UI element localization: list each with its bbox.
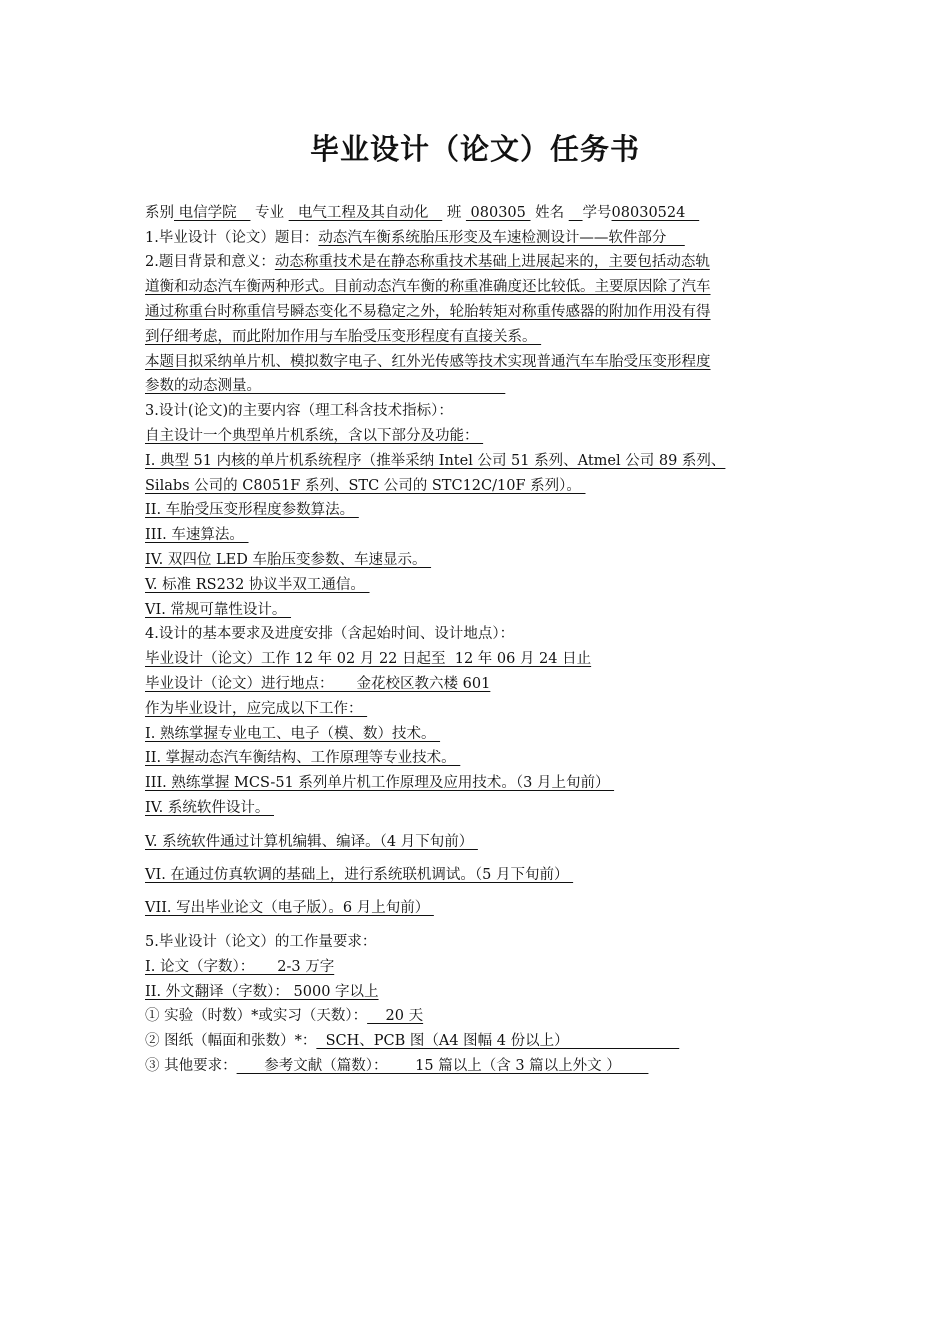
section-5-item-1 bbox=[145, 957, 334, 977]
section-2-line-2 bbox=[145, 277, 711, 297]
background-text-2: 道衡和动态汽车衡两种形式。目前动态汽车衡的称重准确度还比较低。主要原因除了汽车 bbox=[145, 279, 711, 295]
section-4-intro-text: 作为毕业设计，应完成以下工作： bbox=[145, 701, 368, 717]
document-title: 毕业设计（论文）任务书 bbox=[309, 132, 640, 166]
section-3-intro-text: 自主设计一个典型单片机系统，含以下部分及功能： bbox=[145, 428, 484, 444]
section-4-time-text: 毕业设计（论文）工作 12 年 02 月 22 日起至 12 年 06 月 24 日止 bbox=[145, 651, 592, 667]
background-text-6: 参数的动态测量。 bbox=[145, 378, 506, 394]
class-label: 班 bbox=[446, 205, 462, 221]
section-4-item-5 bbox=[145, 832, 478, 852]
section-3-item-1b-text: Silabs 公司的 C8051F 系列、STC 公司的 STC12C/10F 系列）。 bbox=[145, 478, 586, 494]
section-3-item-5 bbox=[145, 575, 370, 595]
section-3-label: 3.设计(论文)的主要内容（理工科含技术指标）： bbox=[145, 403, 453, 419]
section-3-intro bbox=[145, 426, 483, 446]
background-text-3: 通过称重台时称重信号瞬态变化不易稳定之外，轮胎转矩对称重传感器的附加作用没有得 bbox=[145, 304, 711, 320]
experiment-label: ① 实验（时数）*或实习（天数）： bbox=[145, 1008, 368, 1024]
other-requirements-value: 参考文献（篇数）： 15 篇以上（含 3 篇以上外文 ） bbox=[236, 1058, 649, 1074]
section-5-circled-1 bbox=[145, 1006, 423, 1026]
section-4-item-1-text: I. 熟练掌握专业电工、电子（模、数）技术。 bbox=[145, 726, 441, 742]
experiment-value: 20 天 bbox=[367, 1008, 424, 1024]
section-4-label: 4.设计的基本要求及进度安排（含起始时间、设计地点）： bbox=[145, 626, 515, 642]
section-4-time bbox=[145, 649, 591, 669]
section-3-item-2-text: II. 车胎受压变形程度参数算法。 bbox=[145, 502, 359, 518]
section-3-item-1a-text: I. 典型 51 内核的单片机系统程序（推举采纳 Intel 公司 51 系列、Atmel 公司 89 系列、 bbox=[145, 453, 726, 469]
section-5-circled-2 bbox=[145, 1031, 679, 1051]
section-3-item-6 bbox=[145, 600, 291, 620]
dept-label: 系别 bbox=[145, 205, 174, 221]
section-5-item-2 bbox=[145, 982, 379, 1002]
name-label: 姓名 bbox=[535, 205, 565, 221]
section-4-item-4 bbox=[145, 798, 274, 818]
section-4-item-7-text: VII. 写出毕业论文（电子版）。6 月上旬前） bbox=[145, 900, 434, 916]
section-5-circled-3 bbox=[145, 1056, 648, 1076]
section-4-place-text: 毕业设计（论文）进行地点： 金花校区教六楼 601 bbox=[145, 676, 491, 692]
section-4-intro bbox=[145, 699, 367, 719]
section-5-item-1-text: I. 论文（字数）： 2-3 万字 bbox=[145, 959, 335, 975]
section-4-item-3-text: III. 熟练掌握 MCS-51 系列单片机工作原理及应用技术。（3 月上旬前） bbox=[145, 775, 615, 791]
section-3-item-4 bbox=[145, 550, 431, 570]
student-id-label: 学号 bbox=[582, 205, 612, 221]
student-id-value: 08030524 bbox=[611, 205, 700, 221]
header-info-line bbox=[145, 203, 699, 223]
section-3-item-2 bbox=[145, 500, 359, 520]
section-3-item-4-text: IV. 双四位 LED 车胎压变参数、车速显示。 bbox=[145, 552, 432, 568]
section-4-item-7 bbox=[145, 898, 434, 918]
class-value: 080305 bbox=[465, 205, 531, 221]
dept-value: 电信学院 bbox=[174, 205, 251, 221]
name-value bbox=[569, 205, 583, 221]
section-1-topic bbox=[145, 228, 685, 248]
section-4-item-5-text: V. 系统软件通过计算机编辑、编译。（4 月下旬前） bbox=[145, 834, 478, 850]
section-4-item-2 bbox=[145, 748, 460, 768]
major-value: 电气工程及其自动化 bbox=[288, 205, 443, 221]
section-5-item-2-text: II. 外文翻译（字数）： 5000 字以上 bbox=[145, 984, 379, 1000]
section-4-item-1 bbox=[145, 724, 440, 744]
other-requirements-label: ③ 其他要求： bbox=[145, 1058, 237, 1074]
section-2-line-1 bbox=[145, 252, 710, 272]
drawings-label: ② 图纸（幅面和张数）*： bbox=[145, 1033, 317, 1049]
section-4-item-3 bbox=[145, 773, 614, 793]
section-4-place bbox=[145, 674, 490, 694]
background-text-1: 动态称重技术是在静态称重技术基础上进展起来的，主要包括动态轨 bbox=[274, 254, 710, 270]
section-2-line-6 bbox=[145, 376, 505, 396]
section-5-label: 5.毕业设计（论文）的工作量要求： bbox=[145, 934, 377, 950]
section-3-item-5-text: V. 标准 RS232 协议半双工通信。 bbox=[145, 577, 370, 593]
section-3-item-1b bbox=[145, 476, 586, 496]
background-text-5: 本题目拟采纳单片机、模拟数字电子、红外光传感等技术实现普通汽车车胎受压变形程度 bbox=[145, 354, 711, 370]
section-3-item-1a bbox=[145, 451, 725, 471]
major-label: 专业 bbox=[255, 205, 285, 221]
topic-value: 动态汽车衡系统胎压形变及车速检测设计——软件部分 bbox=[318, 230, 685, 246]
background-label: 2.题目背景和意义： bbox=[145, 254, 275, 270]
section-2-line-5 bbox=[145, 352, 711, 372]
section-4-item-6 bbox=[145, 865, 573, 885]
section-4-item-2-text: II. 掌握动态汽车衡结构、工作原理等专业技术。 bbox=[145, 750, 461, 766]
section-3-item-3-text: III. 车速算法。 bbox=[145, 527, 249, 543]
section-4-item-6-text: VI. 在通过仿真软调的基础上，进行系统联机调试。（5 月下旬前） bbox=[145, 867, 574, 883]
section-3-item-3 bbox=[145, 525, 249, 545]
topic-label: 1.毕业设计（论文）题目： bbox=[145, 230, 319, 246]
section-4-item-4-text: IV. 系统软件设计。 bbox=[145, 800, 274, 816]
section-2-line-3 bbox=[145, 302, 711, 322]
drawings-value: SCH、PCB 图（A4 图幅 4 份以上） bbox=[316, 1033, 680, 1049]
section-2-line-4 bbox=[145, 327, 541, 347]
background-text-4: 到仔细考虑，而此附加作用与车胎受压变形程度有直接关系。 bbox=[145, 329, 542, 345]
section-3-item-6-text: VI. 常规可靠性设计。 bbox=[145, 602, 292, 618]
